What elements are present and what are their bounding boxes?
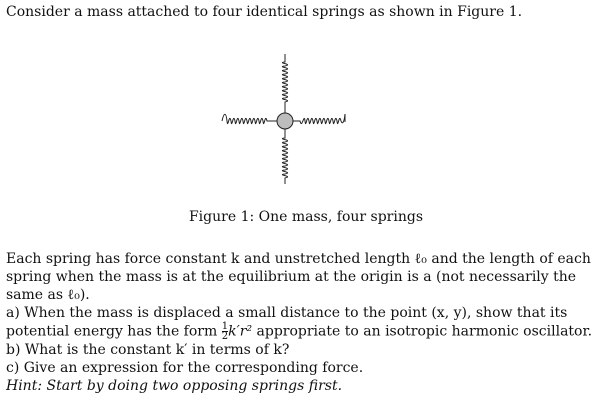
mass <box>277 113 293 129</box>
problem-body <box>6 250 606 395</box>
part-a-suffix: appropriate to an isotropic harmonic oscillator. <box>256 323 593 340</box>
four-springs-figure <box>212 52 358 192</box>
spring-top <box>282 54 287 113</box>
figure-caption: Figure 1: One mass, four springs <box>188 209 424 225</box>
part-a-formula: k′r² <box>228 323 253 340</box>
problem-intro: Consider a mass attached to four identical springs as shown in Figure 1. <box>6 4 523 20</box>
spring-right <box>293 114 345 124</box>
spring-left <box>222 114 277 123</box>
spring-bottom <box>282 129 287 184</box>
paragraph-setup: Each spring has force constant k and unstretched length ℓ₀ and the length of each spring when the mass is at the equilibrium at the origin is a (not necessarily the same as ℓ₀). <box>6 251 591 303</box>
part-a-text: a) When the mass is displaced a small distance to the point (x, y), show that its potential energy has the form <box>6 305 568 340</box>
hint: Hint: Start by doing two opposing springs first. <box>6 378 343 394</box>
one-half-fraction: $\frac{1}{2}$ <box>221 321 229 342</box>
part-b: b) What is the constant k′ in terms of k? <box>6 342 290 358</box>
part-c: c) Give an expression for the corresponding force. <box>6 360 364 376</box>
part-a <box>6 304 606 341</box>
